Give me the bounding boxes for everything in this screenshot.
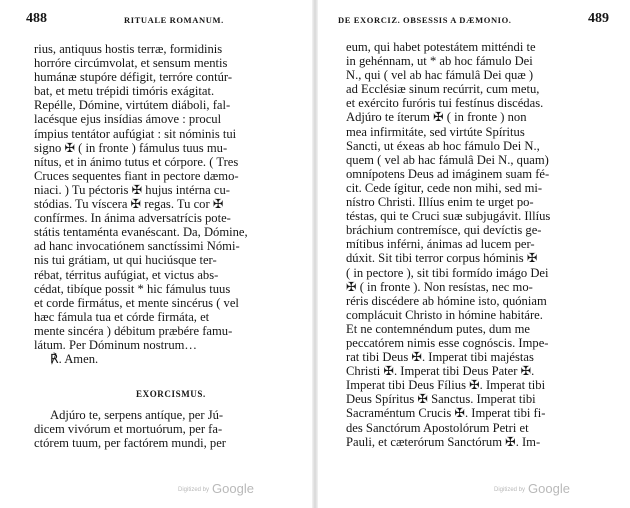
text-line: horróre circúmvolat, et sensum mentis	[34, 56, 228, 71]
text-line: cit. Cede ígitur, cede non mihi, sed mi-	[346, 180, 543, 195]
left-running-head: RITUALE ROMANUM.	[124, 15, 224, 25]
text-line: ad Ecclésiæ sinum recúrrit, cum metu,	[346, 82, 540, 97]
text-line: Repélle, Dómine, virtútem diáboli, fal-	[34, 98, 231, 113]
text-line: rébat, térritus aufúgiat, et victus abs-	[34, 267, 219, 282]
text-line: Sacraméntum Crucis ✠. Imperat tibi fi-	[346, 406, 546, 421]
right-body-text	[346, 40, 602, 449]
text-line: ℟. Amen.	[50, 352, 99, 367]
text-line: mítibus inférni, ánimas ad lucem per-	[346, 237, 535, 252]
text-line: confírmes. In ánima adversatrícis pote-	[34, 211, 231, 226]
text-line: Deus Spíritus ✠ Sanctus. Imperat tibi	[346, 392, 536, 407]
text-line: et exército furóris tui festínus discédas.	[346, 96, 544, 111]
text-line: et corde firmátus, et mente sincérus ( vel	[34, 295, 239, 310]
text-line: ad hanc invocatiónem sanctíssimi Nómi-	[34, 239, 240, 254]
text-line: signo ✠ ( in fronte ) fámulus tuus mu-	[34, 140, 228, 155]
left-page	[0, 0, 312, 508]
watermark-small-text: Digitized by	[178, 486, 210, 493]
text-line: rius, antiquus hostis terræ, formidinis	[34, 42, 223, 56]
text-line: omnípotens Deus ad imáginem suam fé-	[346, 166, 550, 181]
text-line: Et ne contemnéndum putes, dum me	[346, 321, 530, 336]
text-line: dúxit. Sit tibi terror corpus hóminis ✠	[346, 251, 538, 266]
text-line: nístro Christi. Illíus enim te urget po-	[346, 195, 534, 210]
text-line: des Sanctórum Apostolórum Petri et	[346, 420, 529, 435]
text-line: N., qui ( vel ab hac fámulâ Dei quæ )	[346, 68, 534, 83]
text-line: Cruces sequentes fiant in pectore dæmo-	[34, 168, 239, 183]
text-line: réris discédere ab hómine isto, quóniam	[346, 293, 547, 308]
left-body-text	[34, 42, 288, 366]
text-line: quem ( vel ab hac fámulâ Dei N., quam)	[346, 152, 549, 167]
text-line: hæc fámula tua et córde firmáta, et	[34, 309, 210, 324]
text-line: téstas, qui te Cruci suæ subjugávit. Illíus	[346, 209, 551, 224]
right-running-head: DE EXORCIZ. OBSESSIS A DÆMONIO.	[338, 15, 512, 25]
text-line: ctórem tuum, per factórem mundi, per	[34, 436, 226, 451]
text-line: bráchium contremísce, qui devíctis ge-	[346, 223, 542, 238]
text-line: ✠ ( in fronte ). Non resístas, nec mo-	[346, 279, 533, 294]
text-line: humánæ stupóre défigit, terróre contúr-	[34, 70, 233, 85]
google-watermark-text: Google	[528, 481, 570, 496]
right-page	[318, 0, 630, 508]
text-line: Christi ✠. Imperat tibi Deus Pater ✠.	[346, 364, 535, 379]
text-line: stódias. Tu víscera ✠ regas. Tu cor ✠	[34, 197, 224, 212]
google-watermark-text: Google	[212, 481, 254, 496]
text-line: niaci. ) Tu péctoris ✠ hujus intérna cu-	[34, 182, 230, 197]
text-line: ( in pectore ), sit tibi formído imágo Dei	[346, 265, 549, 280]
text-line: bat, et metu trépidi timóris exágitat.	[34, 84, 215, 99]
text-line: complácuit Christo in hómine habitáre.	[346, 307, 543, 322]
right-watermark	[494, 481, 570, 496]
section-title-exorcismus: EXORCISMUS.	[136, 389, 206, 399]
text-line: lacésque ejus insídias ámove : procul	[34, 112, 222, 127]
text-line: státis tentaménta evanéscant. Da, Dómine,	[34, 225, 248, 240]
text-line: rat tibi Deus ✠. Imperat tibi majéstas	[346, 350, 534, 365]
left-watermark	[178, 481, 254, 496]
text-line: peccatórem nimis esse cognóscis. Impe-	[346, 335, 549, 350]
left-page-number: 488	[26, 11, 47, 26]
text-line: eum, qui habet potestátem mitténdi te	[346, 40, 536, 54]
text-line: Sancti, ut éxeas ab hoc fámulo Dei N.,	[346, 138, 540, 153]
text-line: dicem vivórum et mortuórum, per fa-	[34, 422, 223, 437]
watermark-small-text: Digitized by	[494, 486, 526, 493]
text-line: látum. Per Dóminum nostrum…	[34, 337, 198, 352]
text-line: Pauli, et cæterórum Sanctórum ✠. Im-	[346, 434, 541, 449]
text-line: cédat, tibíque possit * hic fámulus tuus	[34, 281, 231, 296]
text-line: ímpius tentátor aufúgiat : sit nóminis tui	[34, 126, 237, 141]
right-page-number: 489	[588, 11, 609, 26]
text-line: nítus, et in ánimo tutus et córpore. ( Tres	[34, 154, 239, 169]
text-line: Imperat tibi Deus Fílius ✠. Imperat tibi	[346, 378, 546, 393]
text-line: mea infirmitáte, sed virtúte Spíritus	[346, 124, 525, 139]
text-line: in gehénnam, ut * ab hoc fámulo Dei	[346, 54, 533, 69]
left-body-text-after	[34, 408, 288, 450]
text-line: Adjúro te íterum ✠ ( in fronte ) non	[346, 110, 527, 125]
text-line: Adjúro te, serpens antíque, per Jú-	[50, 408, 224, 422]
text-line: mente sincéra ) débitum præbére famu-	[34, 323, 233, 338]
text-line: nis tui grátiam, ut qui huciúsque ter-	[34, 253, 217, 268]
